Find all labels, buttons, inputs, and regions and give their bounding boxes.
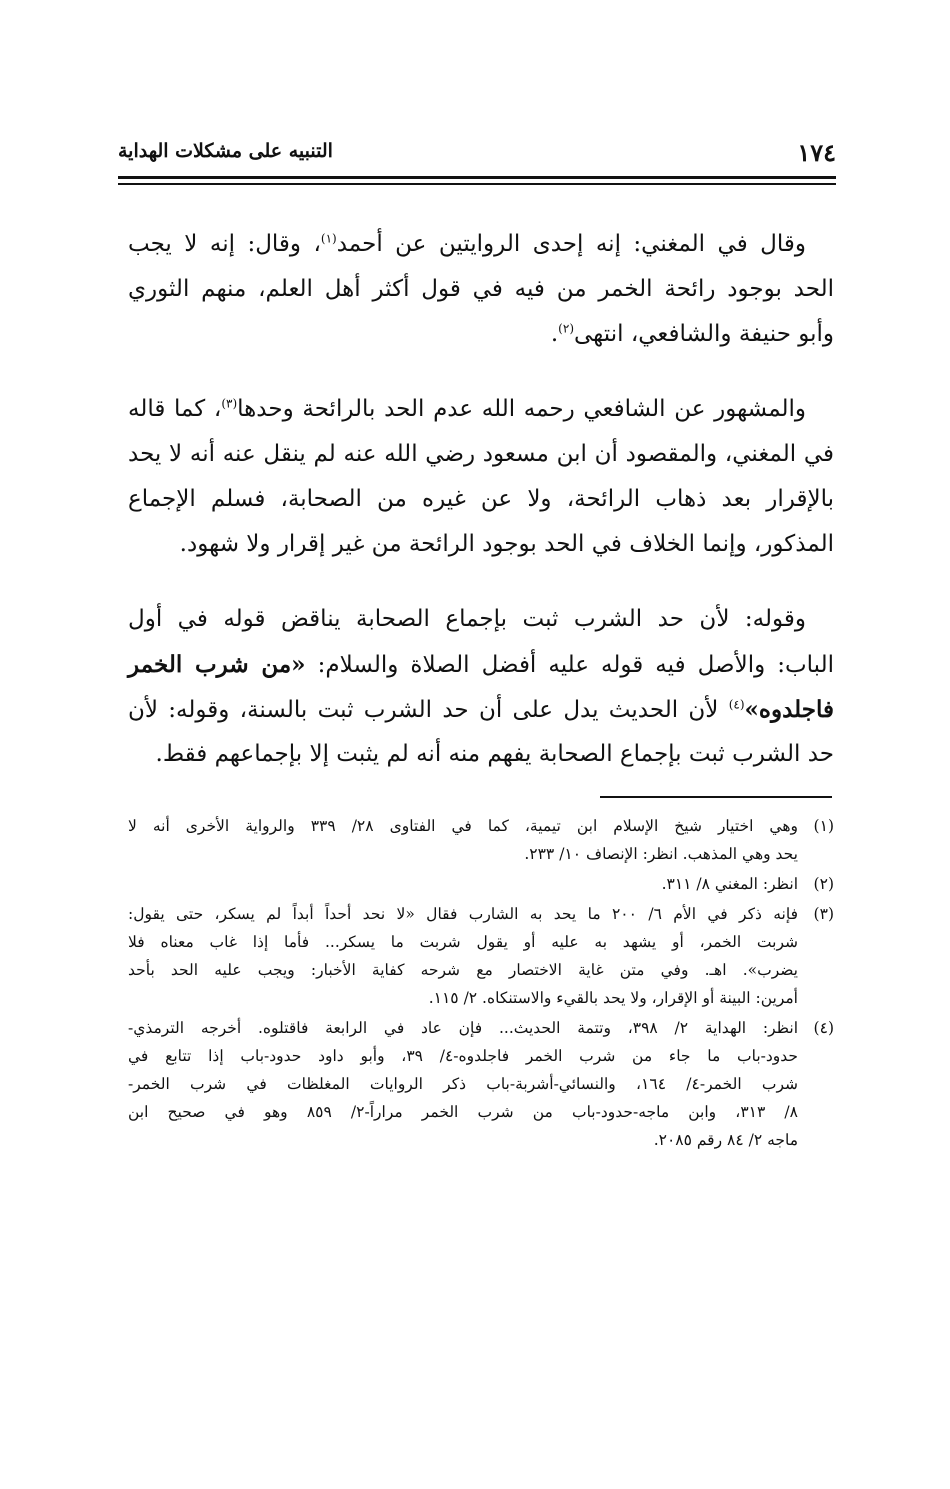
footnote [128,812,834,868]
footnote-line: فإنه ذكر في الأم ٦/ ٢٠٠ ما يحد به الشارب فقال «لا نحد أحداً أبداً لم يسكر، حتى يقول: [128,905,798,923]
footnote-marker: (٣) [221,396,238,411]
footnote-line: حدود-باب ما جاء من شرب الخمر فاجلدوه-٤/ ٣٩، وأبو داود حدود-باب إذا تتابع في [128,1047,798,1065]
footnote-marker: (٤) [728,697,745,712]
text-line: وقال في المغني: إنه إحدى الروايتين عن أحمد$^{(١)}$، وقال: إنه لا يجب [128,231,806,257]
text-line: فاجلدوه»$^{(٤)}$ لأن الحديث يدل على أن حد الشرب ثبت بالسنة، وقوله: لأن [128,696,834,723]
footnote-marker: (٢) [558,321,574,336]
footnote-line: يحد وهي المذهب. انظر: الإنصاف ١٠/ ٢٣٣. [524,845,798,863]
text-line: الحد بوجود رائحة الخمر من فيه في قول أكثر أهل العلم، منهم الثوري [128,276,834,302]
footnote-number: (٤) [813,1019,834,1037]
text-line: بالإقرار بعد ذهاب الرائحة، ولا عن غيره من الصحابة، فسلم الإجماع [128,486,834,512]
footnote-number: (١) [813,817,834,835]
footnote [128,870,834,898]
footnote-separator [600,796,832,798]
footnote-line: انظر: الهداية ٢/ ٣٩٨، وتتمة الحديث... فإن عاد في الرابعة فاقتلوه. أخرجه الترمذي- [128,1019,799,1037]
page-number: ١٧٤ [797,138,836,167]
paragraph [128,222,834,357]
text-line: وقوله: لأن حد الشرب ثبت بإجماع الصحابة يناقض قوله في أول [128,606,806,632]
header-rule-thin [118,183,836,185]
footnote-line: شرب الخمر-٤/ ١٦٤، والنسائي-أشربة-باب ذكر الروايات المغلظات في شرب الخمر- [128,1075,799,1093]
footnote [128,1014,834,1154]
hadith-quote: فاجلدوه» [744,696,834,723]
footnote-line: ماجه ٢/ ٨٤ رقم ٢٠٨٥. [653,1131,798,1149]
book-title: التنبيه على مشكلات الهداية [118,140,333,162]
footnote [128,900,834,1012]
paragraph [128,387,834,567]
footnote-line: ٨/ ٣١٣، وابن ماجه-حدود-باب من شرب الخمر مراراً-٢/ ٨٥٩ وهو في صحيح ابن [128,1103,798,1121]
footnote-line: أمرين: البينة أو الإقرار، ولا يحد بالقيء والاستنكاه. ٢/ ١١٥. [428,989,798,1007]
text-line: المذكور، وإنما الخلاف في الحد بوجود الرائحة من غير إقرار ولا شهود. [179,531,834,557]
footnote-number: (٣) [813,905,834,923]
text-line: الباب: والأصل فيه قوله عليه أفضل الصلاة والسلام: «من شرب الخمر [128,651,834,678]
footnote-number: (٢) [813,875,834,893]
text-line: حد الشرب ثبت بإجماع الصحابة يفهم منه أنه لم يثبت إلا بإجماعهم فقط. [155,741,834,767]
footnote-line: انظر: المغني ٨/ ٣١١. [661,875,798,893]
hadith-quote: «من شرب الخمر [128,651,306,678]
text-line: وأبو حنيفة والشافعي، انتهى$^{(٢)}$. [550,321,834,347]
running-header [118,138,836,168]
footnotes [128,812,834,1156]
footnote-line: شربت الخمر، أو يشهد به عليه أو يقول شربت ما يسكر... فأما إذا غاب معناه فلا [128,933,798,951]
main-text [128,222,834,807]
footnote-line: وهي اختيار شيخ الإسلام ابن تيمية، كما في الفتاوى ٢٨/ ٣٣٩ والرواية الأخرى أنه لا [128,817,798,835]
footnote-marker: (١) [320,231,337,246]
paragraph [128,597,834,777]
footnote-line: يضرب». اهـ. وفي متن غاية الاختصار مع شرحه كفاية الأخبار: ويجب عليه الحد بأحد [128,961,798,979]
text-line: في المغني، والمقصود أن ابن مسعود رضي الله عنه لم ينقل عنه أنه لا يحد [128,441,834,467]
header-rule-thick [118,176,836,179]
text-line: والمشهور عن الشافعي رحمه الله عدم الحد بالرائحة وحدها$^{(٣)}$، كما قاله [128,396,806,422]
